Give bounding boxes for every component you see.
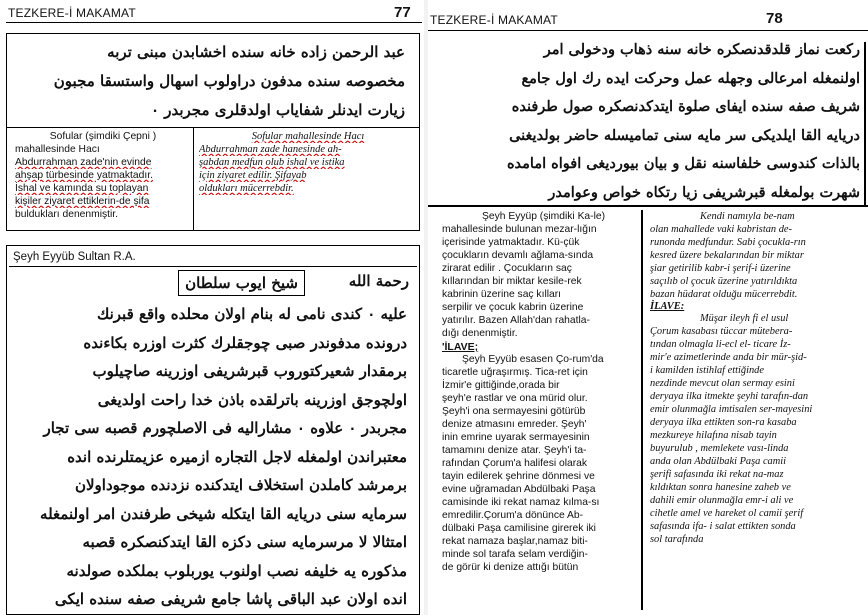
text-line: dahili emir olunmağla emr-i ali ve (650, 495, 794, 506)
divider (7, 127, 419, 128)
translation-column (650, 210, 864, 546)
text-line: şabdan medfun olub ishal ve istika (199, 157, 345, 168)
text-line: Sofular mahallesinde Hacı (251, 131, 365, 142)
text-line: Şeyh'i ona sermayesini götürüb (442, 406, 586, 417)
arabic-text: رحمة الله (348, 272, 409, 290)
transliteration-column (442, 210, 642, 574)
text-line: شریف صفه سنده ایفای صلوة ایتدکدنصکره صول طرفنده (511, 98, 860, 115)
text-line: şerifi safasında iki rekat na-maz (650, 469, 784, 480)
text-line: mir'e azimetlerinde anda bir mür-şid- (650, 352, 807, 363)
text-line: inin emrine uyarak sermayesinin (442, 432, 590, 443)
entry-box-seyh-eyyub (6, 245, 420, 615)
text-line: tından olmagla li-ecl el- ticare İz- (650, 339, 791, 350)
text-line: درونده مدفوندر صبی چوجقلرك کثرت اوزره بکاءنده (83, 333, 407, 352)
column-divider (193, 127, 194, 231)
text-line: شهرت بولمغله قبرشریفی زیا رتکاه خواص وعوامدر (548, 183, 860, 201)
text-line: امتثالا لا مرسرمایه سنی دکزه القا ایتدکنصکره قصبه (82, 533, 407, 551)
text-line: emredilir.Çorum'a dönünce Ab- (442, 510, 584, 521)
text-line: برمقدار شعیرکتوروب قبرشریفی اوزرینه صاچیلوب (92, 362, 407, 380)
section-title: Şeyh Eyyüb Sultan R.A. (13, 251, 136, 263)
text-line: serpilir ve çocuk kabrin üzerine (442, 302, 584, 313)
text-line: şiar getirilib kabr-i şerif-i üzerine (650, 263, 791, 274)
text-line: ticaretle uğraşırmış. Tica-ret için (442, 367, 588, 378)
divider (9, 266, 417, 267)
text-line: kesred üzere bekalarından bir miktar (650, 250, 804, 261)
text-line: سرمایه سنی دریایه القا ایتکله شیخی طرفندن امر اولنمغله (40, 504, 407, 523)
text-line: deryaya ilka itmekte şeyhi tarafın-dan (650, 391, 809, 402)
right-page (428, 0, 868, 615)
right-page-number: 78 (766, 10, 783, 27)
text-line: معتبراندن اولمغله لاجل التجاره ازمیره عزیمتلرنده انده (67, 447, 407, 466)
ilave-heading: İLAVE: (650, 301, 685, 312)
column-divider (641, 210, 643, 610)
ilave-heading: 'İLAVE; (442, 341, 479, 353)
text-line: dülbaki Paşa camilisine girerek iki (442, 523, 596, 534)
top-arabic-text (444, 36, 860, 207)
text-line: عبد الرحمن زاده خانه سنده اخشابدن مبنی تربه (107, 43, 405, 61)
text-line: Müşar ileyh fi el usul (700, 313, 789, 324)
text-line: bazan hüdarat olduğu mücerrebdit. (650, 289, 798, 300)
text-line: emir olunmağla imtisalen ser-mayesini (650, 404, 813, 415)
text-line: مخصوصه سنده مدفون دراولوب اسهال واستسقا مجبون (53, 72, 405, 90)
text-line: برمرشد کاملدن استخلاف ایتدکنده نزدنده موجوداولان (74, 476, 407, 494)
text-line: nezdinde mevcut olan sermay esini (650, 378, 795, 389)
text-line: Şeyh Eyyüb esasen Ço-rum'da (462, 354, 604, 365)
text-line: mahallesinde Hacı (15, 144, 100, 155)
left-page-number: 77 (394, 4, 411, 21)
translation-text (199, 130, 417, 195)
right-page-header: TEZKERE-İ MAKAMAT (430, 13, 558, 27)
text-line: denize atmasını emreder. Şeyh' (442, 419, 587, 430)
entry-box-sofular (6, 33, 420, 231)
text-line: camisinde iki rekat namaz kılma-sı (442, 497, 600, 508)
text-line: için ziyaret edilir. Şifayab (199, 170, 307, 181)
text-line: oldukları mücerrebdir. (199, 183, 294, 194)
text-line: de görür ki denize attığı bütün (442, 562, 579, 573)
text-line: kıllarından bir miktar kesile-rek (442, 276, 582, 287)
text-line: sol tarafında (650, 534, 704, 545)
ilave-text (442, 353, 642, 574)
text-line: yatırılır. Bazen Allah'dan rahatla- (442, 315, 590, 326)
ilave-label: İLAVE; (444, 341, 479, 353)
text-line: İshal ve kamında su toplayan (15, 183, 149, 194)
text-line: evine uğramadan Abdülbaki Paşa (442, 484, 596, 495)
text-line: رکعت نماز قلدقدنصکره خانه سنه ذهاب ودخولی امر (543, 41, 860, 58)
text-line: Şeyh Eyyüp (şimdiki Ka-le) (482, 211, 606, 222)
text-line: runonda medfundur. Sabi çocukla-rın (650, 237, 806, 248)
left-page-header: TEZKERE-İ MAKAMAT (8, 6, 136, 20)
right-margin-rule (864, 42, 866, 206)
left-page (0, 0, 424, 615)
top-arabic-text (17, 38, 405, 125)
boxed-arabic-title: شیخ ایوب سلطان (178, 270, 305, 296)
text-line: deryaya ilka ettikten son-ra kasaba (650, 417, 797, 428)
text-line: rekat namaza başlar,namaz biti- (442, 536, 588, 547)
text-line: anda olan Abdülbaki Paşa camii (650, 456, 787, 467)
ilave-text (650, 312, 864, 546)
transliteration-text (15, 130, 191, 221)
translation-text (650, 210, 864, 301)
text-line: mezkureye hilafına nisab tayin (650, 430, 777, 441)
text-line: içerisinde yatmaktadır. Kü-çük (442, 237, 580, 248)
transliteration-text (442, 210, 642, 340)
text-line: اولنمغله امرعالی وجهله عمل وحرکت ایده رك اول جامع (521, 69, 860, 87)
text-line: مذکوره یه خلیفه نصب اولنوب یوربلوب بملکده صولدنه (66, 561, 407, 580)
divider (428, 205, 868, 207)
text-line: çocukların devamlı ağlama-sında (442, 250, 594, 261)
text-line: tayin edilerek şehrine dönmesi ve (442, 471, 595, 482)
section-arabic-first-line (9, 270, 409, 300)
text-line: بالذات کندوسی خلفاسنه نقل و بیان بیوردیغی افواه امامده (506, 155, 860, 172)
text-line: İzmir'e gittiğinde,orada bir (442, 380, 560, 391)
text-line: rafından Çorum'a halifesi olarak (442, 458, 588, 469)
text-line: dığı denenmiştir. (442, 328, 518, 339)
text-line: Çorum kasabası tüccar mütebera- (650, 326, 793, 337)
text-line: i kamilden istihlaf ettiğinde (650, 365, 764, 376)
text-line: safasında ifa- i salat ettikten sonda (650, 521, 796, 532)
section-arabic-text (15, 300, 407, 614)
header-rule (428, 30, 868, 31)
text-line: اولچوجق اوزرینه باترلقده باذن خدا راحت اولدیغی (97, 390, 407, 409)
text-line: مجربدر ۰ علاوه ۰ مشارالیه فی الاصلچورم قصبه سی تجار (43, 419, 407, 437)
text-line: Abdurrahman zade hanesinde ah- (199, 144, 342, 155)
text-line: buldukları denenmiştir. (15, 209, 119, 220)
text-line: زیارت ایدنلر شفایاب اولدقلری مجربدر ۰ (150, 101, 405, 119)
text-line: Abdurrahman zade'nin evinde (15, 157, 152, 168)
text-line: Sofular (şimdiki Çepni ) (49, 131, 157, 142)
text-line: mahallesinde bulunan mezar-lığın (442, 224, 597, 235)
text-line: kişiler ziyaret ettiklerin-de şifa (15, 196, 150, 207)
text-line: tamamını denize atar. Şeyh'i ta- (442, 445, 587, 456)
text-line: انده اولان عبد الباقی پاشا جامع شریفی صفه سنده ایکی (54, 590, 407, 608)
header-rule (6, 22, 422, 23)
text-line: buyurulub , memlekete vası-linda (650, 443, 789, 454)
text-line: şeyh'e rastlar ve ona mürid olur. (442, 393, 588, 404)
text-line: علیه ۰ کندی نامی له بنام اولان محلده واقع قبرنك (96, 305, 407, 323)
text-line: دریایه القا ایلدیکی سر مایه سنی تمامیسله حاضر بولدیغنی (509, 126, 860, 144)
text-line: kıldıktan sonra hanesine zaheb ve (650, 482, 791, 493)
text-line: kabrinin üzerine saç kılları (442, 289, 562, 300)
text-line: cihetle amel ve hareket ol camii şerif (650, 508, 804, 519)
text-line: minde sol tarafa selam verdiğin- (442, 549, 588, 560)
text-line: ahşap türbesinde yatmaktadır. (15, 170, 153, 181)
text-line: zirarat edilir . Çocukların saç (442, 263, 572, 274)
text-line: Kendi namıyla be-nam (700, 211, 795, 222)
text-line: saçılıb ol çocuk üzerine yatırıldıkta (650, 276, 798, 287)
text-line: olan mahallede vaki kabristan de- (650, 224, 792, 235)
